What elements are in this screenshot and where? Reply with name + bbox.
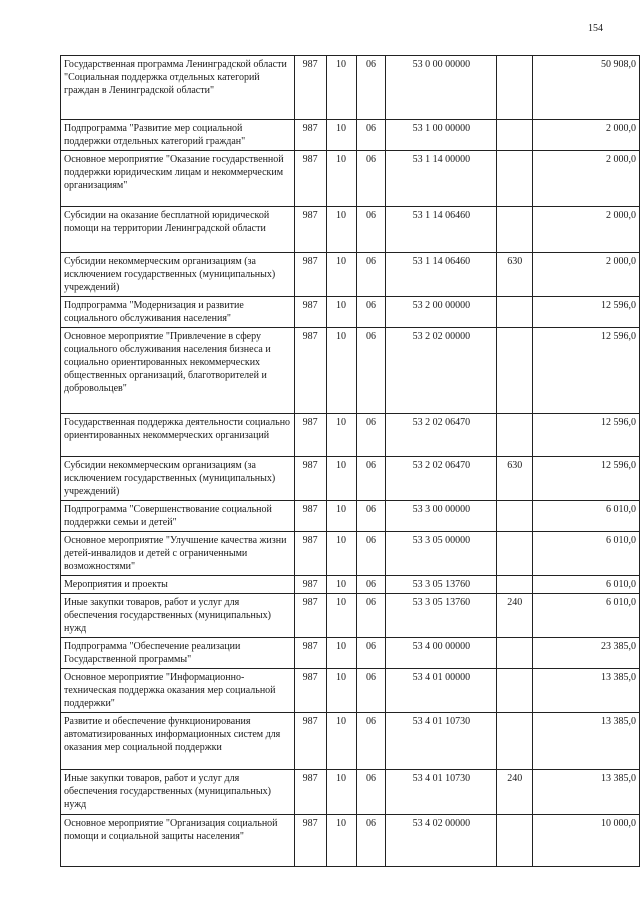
expense-type-code: 630 xyxy=(497,253,533,297)
section-code: 10 xyxy=(326,297,356,328)
expense-type-code xyxy=(497,328,533,414)
amount: 13 385,0 xyxy=(533,770,640,815)
ministry-code: 987 xyxy=(294,56,326,120)
table-row xyxy=(61,56,640,120)
expense-type-code xyxy=(497,207,533,253)
item-name: Субсидии некоммерческим организациям (за исключением государственных (муниципальных) учреждений) xyxy=(61,253,295,297)
item-name: Основное мероприятие "Привлечение в сферу социального обслуживания населения бизнеса и социально ориентированных некоммерческих общественных организаций, благотворителей и добровольцев" xyxy=(61,328,295,414)
target-code: 53 3 00 00000 xyxy=(386,501,497,532)
amount: 13 385,0 xyxy=(533,713,640,770)
amount: 10 000,0 xyxy=(533,815,640,867)
table-row xyxy=(61,669,640,713)
section-code: 10 xyxy=(326,328,356,414)
ministry-code: 987 xyxy=(294,638,326,669)
subsection-code: 06 xyxy=(356,151,386,207)
amount: 6 010,0 xyxy=(533,594,640,638)
table-row xyxy=(61,576,640,594)
table-row xyxy=(61,328,640,414)
section-code: 10 xyxy=(326,770,356,815)
target-code: 53 1 14 06460 xyxy=(386,207,497,253)
table-row xyxy=(61,207,640,253)
ministry-code: 987 xyxy=(294,594,326,638)
section-code: 10 xyxy=(326,457,356,501)
expense-type-code xyxy=(497,297,533,328)
amount: 23 385,0 xyxy=(533,638,640,669)
subsection-code: 06 xyxy=(356,207,386,253)
table-row xyxy=(61,815,640,867)
target-code: 53 4 02 00000 xyxy=(386,815,497,867)
section-code: 10 xyxy=(326,56,356,120)
table-row xyxy=(61,151,640,207)
amount: 12 596,0 xyxy=(533,457,640,501)
item-name: Иные закупки товаров, работ и услуг для обеспечения государственных (муниципальных) нужд xyxy=(61,770,295,815)
table-row xyxy=(61,253,640,297)
target-code: 53 0 00 00000 xyxy=(386,56,497,120)
amount: 50 908,0 xyxy=(533,56,640,120)
target-code: 53 3 05 00000 xyxy=(386,532,497,576)
subsection-code: 06 xyxy=(356,638,386,669)
target-code: 53 4 01 00000 xyxy=(386,669,497,713)
ministry-code: 987 xyxy=(294,414,326,457)
expense-type-code xyxy=(497,669,533,713)
subsection-code: 06 xyxy=(356,328,386,414)
amount: 2 000,0 xyxy=(533,207,640,253)
table-row xyxy=(61,501,640,532)
table-row xyxy=(61,457,640,501)
item-name: Основное мероприятие "Оказание государственной поддержки юридическим лицам и некоммерческим организациям" xyxy=(61,151,295,207)
section-code: 10 xyxy=(326,151,356,207)
section-code: 10 xyxy=(326,120,356,151)
amount: 2 000,0 xyxy=(533,253,640,297)
item-name: Иные закупки товаров, работ и услуг для обеспечения государственных (муниципальных) нужд xyxy=(61,594,295,638)
target-code: 53 3 05 13760 xyxy=(386,576,497,594)
subsection-code: 06 xyxy=(356,56,386,120)
amount: 12 596,0 xyxy=(533,414,640,457)
target-code: 53 4 00 00000 xyxy=(386,638,497,669)
expense-type-code xyxy=(497,501,533,532)
item-name: Государственная поддержка деятельности социально ориентированных некоммерческих организаций xyxy=(61,414,295,457)
expense-type-code xyxy=(497,532,533,576)
ministry-code: 987 xyxy=(294,669,326,713)
section-code: 10 xyxy=(326,532,356,576)
target-code: 53 4 01 10730 xyxy=(386,713,497,770)
amount: 2 000,0 xyxy=(533,151,640,207)
section-code: 10 xyxy=(326,638,356,669)
expense-type-code xyxy=(497,638,533,669)
amount: 13 385,0 xyxy=(533,669,640,713)
item-name: Основное мероприятие "Информационно-техническая поддержка оказания мер социальной поддержки" xyxy=(61,669,295,713)
subsection-code: 06 xyxy=(356,414,386,457)
target-code: 53 1 00 00000 xyxy=(386,120,497,151)
ministry-code: 987 xyxy=(294,253,326,297)
section-code: 10 xyxy=(326,815,356,867)
subsection-code: 06 xyxy=(356,501,386,532)
section-code: 10 xyxy=(326,576,356,594)
amount: 12 596,0 xyxy=(533,297,640,328)
item-name: Подпрограмма "Совершенствование социальной поддержки семьи и детей" xyxy=(61,501,295,532)
item-name: Подпрограмма "Модернизация и развитие социального обслуживания населения" xyxy=(61,297,295,328)
item-name: Подпрограмма "Развитие мер социальной поддержки отдельных категорий граждан" xyxy=(61,120,295,151)
subsection-code: 06 xyxy=(356,253,386,297)
table-row xyxy=(61,770,640,815)
amount: 6 010,0 xyxy=(533,576,640,594)
subsection-code: 06 xyxy=(356,770,386,815)
subsection-code: 06 xyxy=(356,457,386,501)
target-code: 53 2 00 00000 xyxy=(386,297,497,328)
item-name: Государственная программа Ленинградской области "Социальная поддержка отдельных категорий граждан в Ленинградской области" xyxy=(61,56,295,120)
subsection-code: 06 xyxy=(356,669,386,713)
ministry-code: 987 xyxy=(294,713,326,770)
item-name: Основное мероприятие "Улучшение качества жизни детей-инвалидов и детей с ограниченными возможностями" xyxy=(61,532,295,576)
target-code: 53 3 05 13760 xyxy=(386,594,497,638)
item-name: Мероприятия и проекты xyxy=(61,576,295,594)
table-row xyxy=(61,120,640,151)
item-name: Субсидии на оказание бесплатной юридической помощи на территории Ленинградской области xyxy=(61,207,295,253)
expense-type-code xyxy=(497,576,533,594)
table-row xyxy=(61,638,640,669)
ministry-code: 987 xyxy=(294,120,326,151)
subsection-code: 06 xyxy=(356,120,386,151)
subsection-code: 06 xyxy=(356,532,386,576)
table-row xyxy=(61,297,640,328)
amount: 6 010,0 xyxy=(533,501,640,532)
section-code: 10 xyxy=(326,207,356,253)
target-code: 53 2 02 06470 xyxy=(386,457,497,501)
target-code: 53 1 14 06460 xyxy=(386,253,497,297)
ministry-code: 987 xyxy=(294,328,326,414)
expense-type-code xyxy=(497,56,533,120)
expense-type-code xyxy=(497,815,533,867)
subsection-code: 06 xyxy=(356,713,386,770)
item-name: Подпрограмма "Обеспечение реализации Государственной программы" xyxy=(61,638,295,669)
item-name: Субсидии некоммерческим организациям (за исключением государственных (муниципальных) учреждений) xyxy=(61,457,295,501)
ministry-code: 987 xyxy=(294,501,326,532)
subsection-code: 06 xyxy=(356,815,386,867)
budget-table-body xyxy=(61,56,640,867)
expense-type-code xyxy=(497,151,533,207)
table-row xyxy=(61,713,640,770)
ministry-code: 987 xyxy=(294,151,326,207)
amount: 12 596,0 xyxy=(533,328,640,414)
section-code: 10 xyxy=(326,669,356,713)
page-number: 154 xyxy=(588,23,603,34)
section-code: 10 xyxy=(326,713,356,770)
ministry-code: 987 xyxy=(294,532,326,576)
expense-type-code xyxy=(497,120,533,151)
expense-type-code xyxy=(497,414,533,457)
amount: 6 010,0 xyxy=(533,532,640,576)
ministry-code: 987 xyxy=(294,457,326,501)
table-row xyxy=(61,594,640,638)
expense-type-code xyxy=(497,713,533,770)
item-name: Основное мероприятие "Организация социальной помощи и социальной защиты населения" xyxy=(61,815,295,867)
section-code: 10 xyxy=(326,253,356,297)
ministry-code: 987 xyxy=(294,576,326,594)
subsection-code: 06 xyxy=(356,576,386,594)
target-code: 53 4 01 10730 xyxy=(386,770,497,815)
table-row xyxy=(61,414,640,457)
section-code: 10 xyxy=(326,501,356,532)
subsection-code: 06 xyxy=(356,594,386,638)
item-name: Развитие и обеспечение функционирования автоматизированных информационных систем для оказания мер социальной поддержки xyxy=(61,713,295,770)
amount: 2 000,0 xyxy=(533,120,640,151)
section-code: 10 xyxy=(326,594,356,638)
subsection-code: 06 xyxy=(356,297,386,328)
ministry-code: 987 xyxy=(294,815,326,867)
target-code: 53 2 02 00000 xyxy=(386,328,497,414)
target-code: 53 2 02 06470 xyxy=(386,414,497,457)
table-row xyxy=(61,532,640,576)
ministry-code: 987 xyxy=(294,770,326,815)
budget-table xyxy=(60,55,640,867)
expense-type-code: 240 xyxy=(497,594,533,638)
ministry-code: 987 xyxy=(294,297,326,328)
ministry-code: 987 xyxy=(294,207,326,253)
expense-type-code: 630 xyxy=(497,457,533,501)
target-code: 53 1 14 00000 xyxy=(386,151,497,207)
section-code: 10 xyxy=(326,414,356,457)
expense-type-code: 240 xyxy=(497,770,533,815)
